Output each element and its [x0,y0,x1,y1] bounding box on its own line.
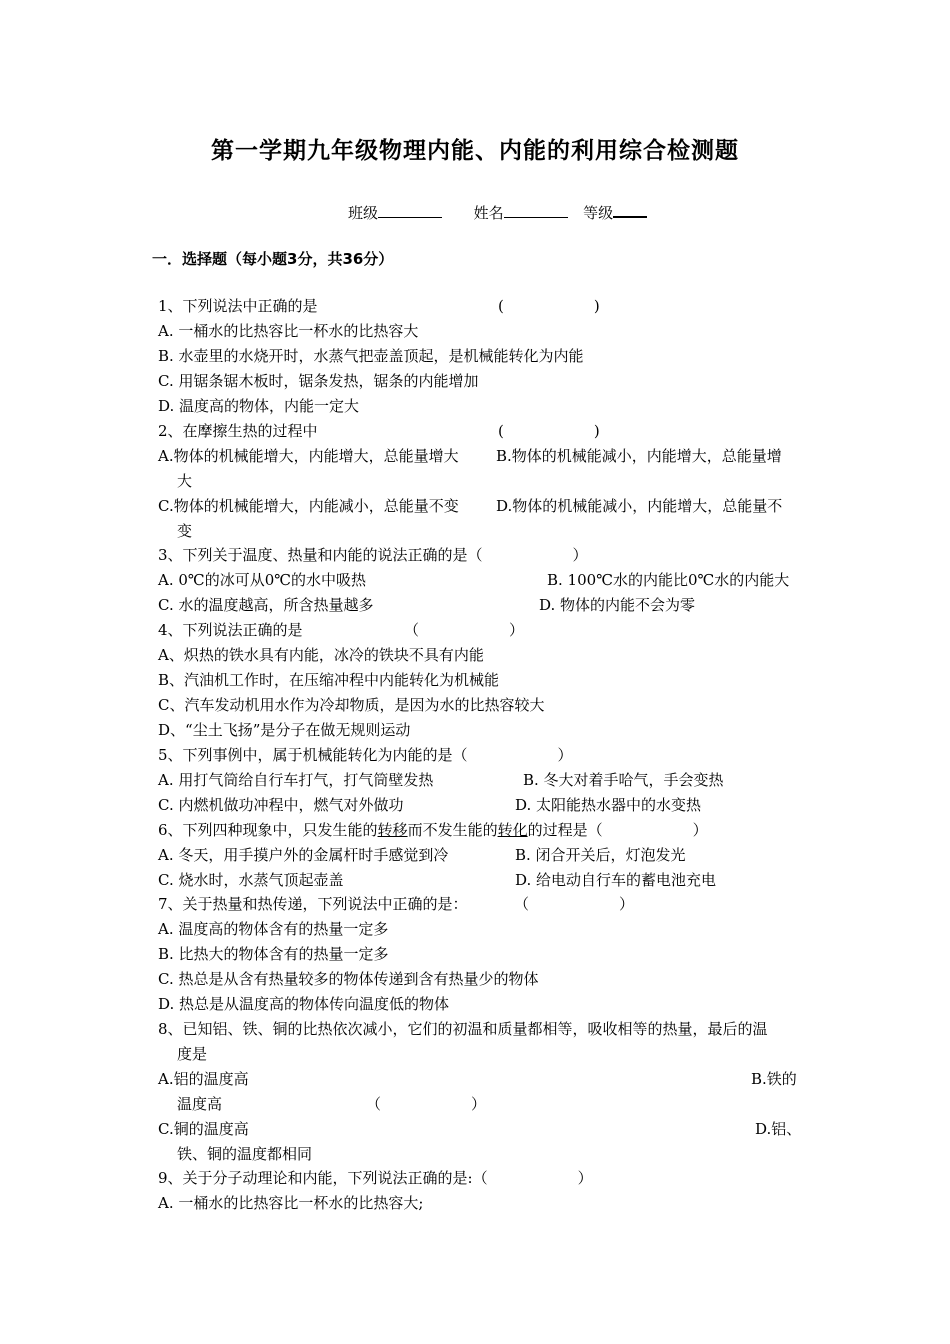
grade-label: 等级 [583,204,614,222]
q9-option-a: A. 一桶水的比热容比一杯水的比热容大; [158,1194,424,1212]
q3-option-b: B. 100℃水的内能比0℃水的内能大 [547,571,790,589]
q6-option-a: A. 冬天，用手摸户外的金属杆时手感觉到冷 [158,846,449,864]
q4-stem: 4、下列说法正确的是 [158,621,303,639]
q8-stem: 8、已知铝、铁、铜的比热依次减小，它们的初温和质量都相等，吸收相等的热量，最后的温 [158,1020,768,1038]
q4-option-d: D、“尘土飞扬”是分子在做无规则运动 [158,721,411,739]
q2-option-b: B.物体的机械能减小，内能增大，总能量增 [496,447,782,465]
q1-answer-paren: ( ) [498,297,600,315]
q7-answer-paren: （ ） [514,895,635,913]
student-info-row [348,202,647,223]
q8-option-b: B.铁的 [751,1070,797,1088]
q1-option-c: C. 用锯条锯木板时，锯条发热，锯条的内能增加 [158,372,479,390]
q8-option-d-wrap: 铁、铜的温度都相同 [177,1145,313,1163]
q6-stem-part: 而不发生能的 [407,821,498,839]
q8-stem-wrap: 度是 [177,1045,208,1063]
q5-option-b: B. 冬大对着手哈气，手会变热 [523,771,724,789]
q7-option-b: B. 比热大的物体含有的热量一定多 [158,945,389,963]
q6-option-b: B. 闭合开关后，灯泡发光 [515,846,686,864]
q2-option-d-wrap: 变 [177,522,193,540]
q6-underlined-conversion: 转化 [497,821,528,839]
q8-option-d: D.铝、 [755,1120,802,1138]
q6-option-d: D. 给电动自行车的蓄电池充电 [515,871,717,889]
page-title: 第一学期九年级物理内能、内能的利用综合检测题 [211,138,739,164]
q1-option-d: D. 温度高的物体，内能一定大 [158,397,360,415]
q2-option-d: D.物体的机械能减小，内能增大，总能量不 [496,497,783,515]
q6-underlined-transfer: 转移 [377,821,408,839]
q4-option-a: A、炽热的铁水具有内能，冰冷的铁块不具有内能 [158,646,484,664]
class-label: 班级 [348,204,379,222]
q8-answer-paren: （ ） [366,1095,487,1113]
q2-option-a: A.物体的机械能增大，内能增大，总能量增大 [158,447,459,465]
q3-option-a: A. 0℃的冰可从0℃的水中吸热 [158,571,367,589]
q5-option-a: A. 用打气筒给自行车打气，打气筒壁发热 [158,771,434,789]
grade-blank [613,202,647,218]
q9-stem: 9、关于分子动理论和内能，下列说法正确的是:（ ） [158,1169,593,1187]
q5-stem: 5、下列事例中，属于机械能转化为内能的是（ ） [158,746,573,764]
q5-option-c: C. 内燃机做功冲程中，燃气对外做功 [158,796,404,814]
name-label: 姓名 [473,204,504,222]
q7-option-c: C. 热总是从含有热量较多的物体传递到含有热量少的物体 [158,970,539,988]
q7-option-a: A. 温度高的物体含有的热量一定多 [158,920,389,938]
q2-option-c: C.物体的机械能增大，内能减小，总能量不变 [158,497,459,515]
q3-option-d: D. 物体的内能不会为零 [539,596,696,614]
q1-stem: 1、下列说法中正确的是 [158,297,318,315]
q7-option-d: D. 热总是从温度高的物体传向温度低的物体 [158,995,450,1013]
q7-stem: 7、关于热量和热传递，下列说法中正确的是： [158,895,468,913]
q6-option-c: C. 烧水时，水蒸气顶起壶盖 [158,871,344,889]
name-blank [504,203,568,218]
q2-answer-paren: ( ) [498,422,600,440]
q2-stem: 2、在摩擦生热的过程中 [158,422,318,440]
q4-answer-paren: （ ） [404,621,525,639]
q8-option-c: C.铜的温度高 [158,1120,249,1138]
q4-option-b: B、汽油机工作时，在压缩冲程中内能转化为机械能 [158,671,500,689]
section-heading: 一．选择题（每小题3分，共36分） [152,250,394,268]
q8-option-a: A.铝的温度高 [158,1070,249,1088]
q4-option-c: C、汽车发动机用水作为冷却物质，是因为水的比热容较大 [158,696,545,714]
q6-stem [158,820,708,840]
q8-option-b-wrap: 温度高 [177,1095,223,1113]
q1-option-b: B. 水壶里的水烧开时，水蒸气把壶盖顶起，是机械能转化为内能 [158,347,584,365]
q3-option-c: C. 水的温度越高，所含热量越多 [158,596,374,614]
q6-stem-part: 6、下列四种现象中，只发生能的 [158,821,378,839]
q5-option-d: D. 太阳能热水器中的水变热 [515,796,702,814]
q6-stem-part: 的过程是（ ） [527,821,708,839]
q3-stem: 3、下列关于温度、热量和内能的说法正确的是（ ） [158,546,588,564]
class-blank [378,203,442,218]
q1-option-a: A. 一桶水的比热容比一杯水的比热容大 [158,322,419,340]
q2-option-b-wrap: 大 [177,472,193,490]
